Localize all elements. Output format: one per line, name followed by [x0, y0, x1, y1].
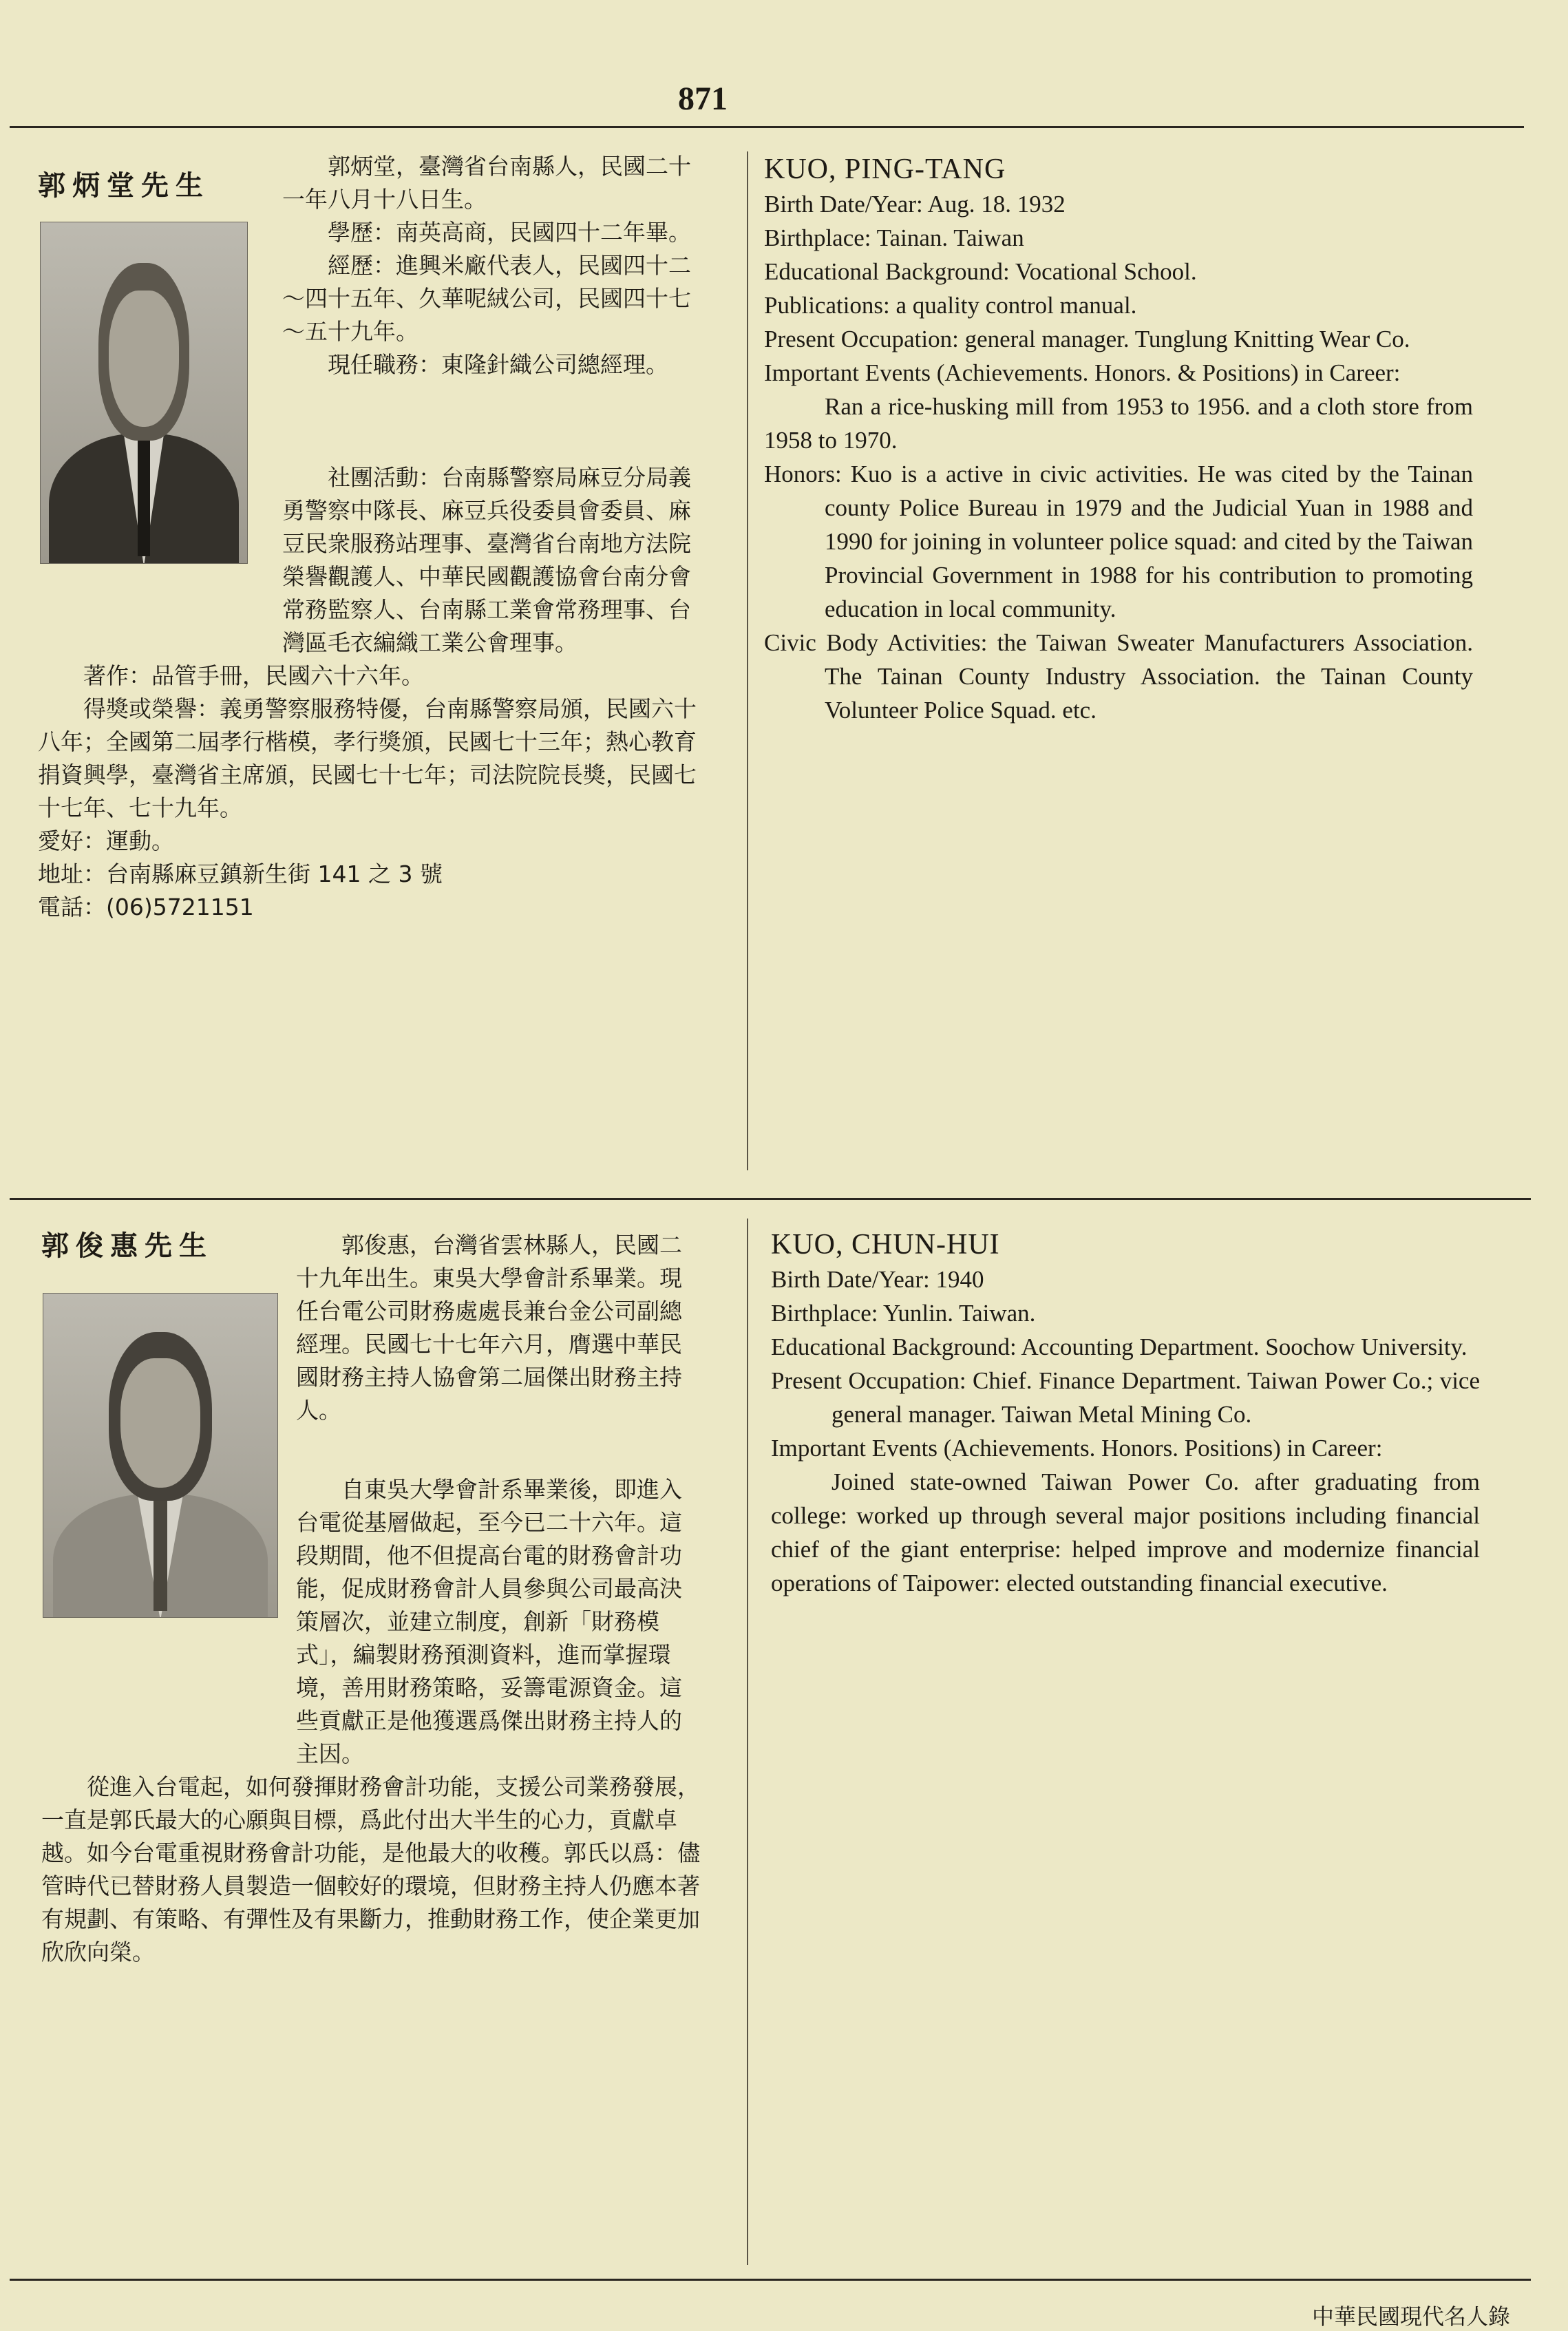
cn-paragraph: 經歷：進興米廠代表人，民國四十二～四十五年、久華呢絨公司，民國四十七～五十九年。 [282, 252, 691, 345]
en-line: Birthplace: Yunlin. Taiwan. [771, 1300, 1036, 1327]
en-line: Birthplace: Tainan. Taiwan [764, 224, 1024, 251]
cn-phone: 電話：(06)5721151 [38, 894, 254, 920]
cn-paragraph: 愛好：運動。 [38, 827, 174, 854]
en-line: Educational Background: Vocational School. [764, 258, 1197, 285]
en-line: Publications: a quality control manual. [764, 292, 1137, 319]
cn-paragraph: 郭俊惠，台灣省雲林縣人，民國二十九年出生。東吳大學會計系畢業。現任台電公司財務處處長兼台金公司副總經理。民國七十七年六月，膺選中華民國財務主持人協會第二屆傑出財務主持人。 [296, 1232, 682, 1424]
en-line: Important Events (Achievements. Honors. Positions) in Career: [771, 1435, 1383, 1462]
column-divider [747, 1219, 748, 2265]
en-line: Important Events (Achievements. Honors. & Positions) in Career: [764, 359, 1401, 386]
en-honors: Honors: Kuo is a active in civic activities. He was cited by the Tainan county Police Bureau in 1979 and the Judicial Yuan in 1988 and 1990 for joining in volunteer police squad: and cited by the Taiwan Provincial Government in 1988 for his contribution to promoting education in local community. [764, 461, 1473, 622]
bottom-rule [10, 2279, 1531, 2281]
cn-paragraph: 得獎或榮譽：義勇警察服務特優，台南縣警察局頒，民國六十八年；全國第二屆孝行楷模，孝行獎頒，民國七十三年；熱心教育捐資興學，臺灣省主席頒，民國七十七年；司法院院長獎，民國七十七年、七十九年。 [38, 695, 697, 821]
book-title-footer: 中華民國現代名人錄 [1311, 2303, 1510, 2330]
cn-paragraph: 自東吳大學會計系畢業後，即進入台電從基層做起，至今已二十六年。這段期間，他不但提高台電的財務會計功能，促成財務會計人員參與公司最高決策層次，並建立制度，創新「財務模式」，編製財務預測資料，進而掌握環境，善用財務策略，妥籌電源資金。這些貢獻正是他獲選爲傑出財務主持人的主因。 [296, 1476, 682, 1767]
column-divider [747, 151, 748, 1170]
english-biography [771, 1227, 1480, 1600]
cn-paragraph: 現任職務：東隆針織公司總經理。 [328, 351, 668, 378]
cn-address: 地址：台南縣麻豆鎮新生街 141 之 3 號 [38, 861, 443, 887]
chinese-biography-intro [282, 150, 702, 381]
section-divider [10, 1198, 1531, 1200]
english-name: KUO, PING-TANG [764, 154, 1006, 185]
en-line: Educational Background: Accounting Department. Soochow University. [771, 1333, 1468, 1360]
cn-paragraph: 著作：品管手冊，民國六十六年。 [83, 662, 424, 689]
en-line: Birth Date/Year: 1940 [771, 1266, 984, 1293]
page-number: 871 [678, 81, 728, 117]
en-career: Ran a rice-husking mill from 1953 to 1956. and a cloth store from 1958 to 1970. [764, 393, 1473, 454]
cn-paragraph: 從進入台電起，如何發揮財務會計功能，支援公司業務發展，一直是郭氏最大的心願與目標，爲此付出大半生的心力，貢獻卓越。如今台電重視財務會計功能，是他最大的收穫。郭氏以爲：儘管時代已替財務人員製造一個較好的環境，但財務主持人仍應本著有規劃、有策略、有彈性及有果斷力，推動財務工作，使企業更加欣欣向榮。 [41, 1773, 700, 1965]
cn-paragraph: 社團活動：台南縣警察局麻豆分局義勇警察中隊長、麻豆兵役委員會委員、麻豆民衆服務站理事、臺灣省台南地方法院榮譽觀護人、中華民國觀護協會台南分會常務監察人、台南縣工業會常務理事、台灣區毛衣編織工業公會理事。 [282, 464, 691, 656]
english-biography [764, 151, 1473, 727]
chinese-biography-body [41, 1473, 702, 1969]
en-career: Joined state-owned Taiwan Power Co. after graduating from college: worked up through several major positions including financial chief of the giant enterprise: helped improve and modernize financial operations of Taipower: elected outstanding financial executive. [771, 1468, 1480, 1596]
top-rule [10, 126, 1524, 128]
en-civic-activities: Civic Body Activities: the Taiwan Sweater Manufacturers Association. The Tainan County Industry Association. the Tainan County Volunteer Police Squad. etc. [764, 629, 1473, 724]
cn-paragraph: 郭炳堂，臺灣省台南縣人，民國二十一年八月十八日生。 [282, 153, 691, 213]
en-line: Present Occupation: Chief. Finance Department. Taiwan Power Co.; vice general manager. Taiwan Metal Mining Co. [771, 1367, 1480, 1428]
english-name: KUO, CHUN-HUI [771, 1229, 1000, 1261]
en-line: Birth Date/Year: Aug. 18. 1932 [764, 191, 1066, 218]
en-line: Present Occupation: general manager. Tunglung Knitting Wear Co. [764, 326, 1410, 352]
chinese-name: 郭俊惠先生 [41, 1230, 213, 1262]
cn-paragraph: 學歷：南英高商，民國四十二年畢。 [328, 219, 691, 246]
chinese-biography-intro [296, 1229, 702, 1427]
chinese-name: 郭炳堂先生 [38, 170, 210, 202]
chinese-biography-body [38, 461, 702, 924]
